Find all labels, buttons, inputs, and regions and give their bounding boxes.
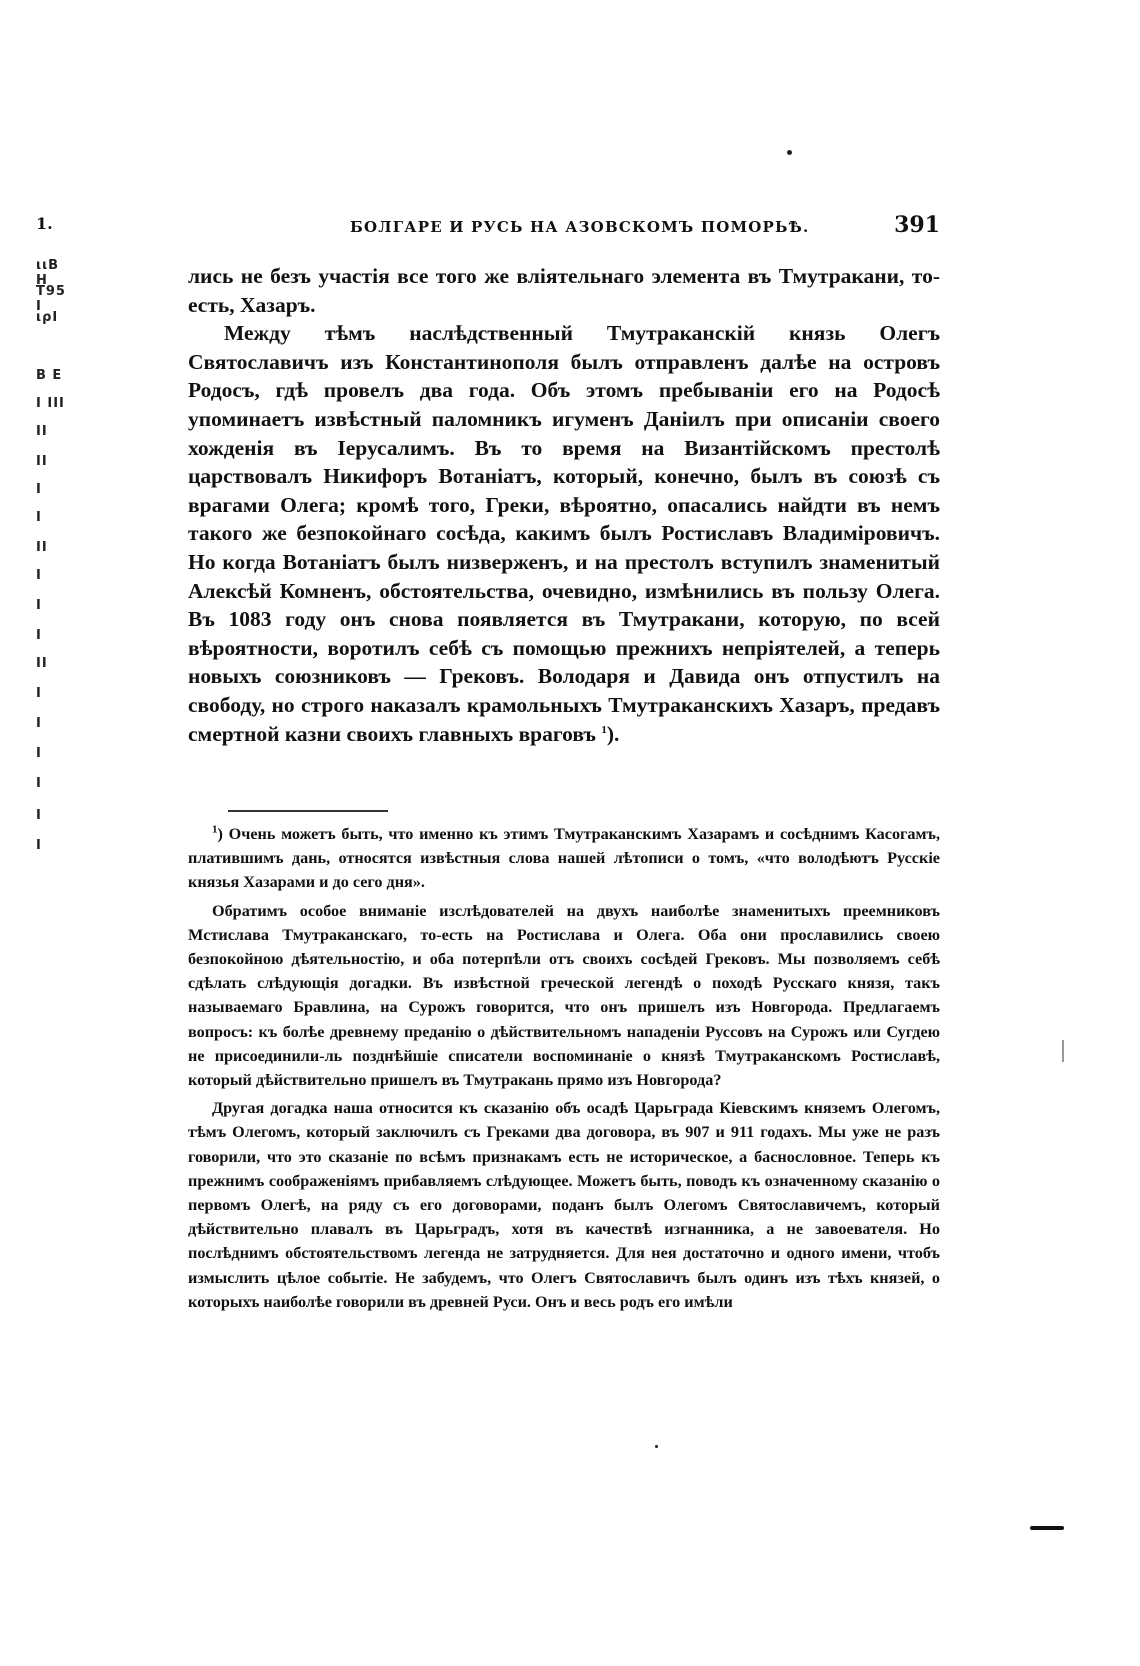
- footnote-separator: [228, 810, 388, 812]
- corner-mark: 1.: [36, 214, 53, 233]
- gutter-mark: Ι: [36, 838, 42, 853]
- footnote-text: ) Очень можетъ быть, что именно къ этимъ Тмутраканскимъ Хазарамъ и сосѣднимъ Касогамъ, платившимъ дань, относятся извѣстныя слова нашей лѣтописи о томъ, «что володѣютъ Русскіе князья Хазарами и до сего дня».: [188, 825, 940, 892]
- page-number: 391: [894, 212, 940, 238]
- footnote-marker: 1: [212, 823, 218, 836]
- gutter-mark: Β Ε: [36, 368, 63, 383]
- gutter-mark: ιιΒ Η: [36, 258, 60, 288]
- footnotes: [188, 822, 940, 1314]
- edge-dash: [1030, 1526, 1064, 1530]
- body-paragraph: лись не безъ участія все того же вліятельнаго элемента въ Тмутракани, то-есть, Хазаръ.: [188, 264, 940, 317]
- gutter-mark: Ι: [36, 808, 42, 823]
- running-title: БОЛГАРЕ И РУСЬ НА АЗОВСКОМЪ ПОМОРЬѢ.: [350, 218, 810, 236]
- speck-mark: [787, 150, 792, 155]
- gutter-mark: Ι: [36, 598, 42, 613]
- gutter-mark: Ι: [36, 716, 42, 731]
- gutter-mark: Ι: [36, 776, 42, 791]
- gutter-mark: Ι ΙΙΙ: [36, 396, 65, 411]
- gutter-mark: Ι: [36, 568, 42, 583]
- footnote-paragraph: [188, 822, 940, 895]
- gutter-mark: Ι: [36, 482, 42, 497]
- gutter-mark: ΙΙ: [36, 540, 48, 555]
- main-text: [188, 262, 940, 748]
- edge-mark: [1062, 1040, 1064, 1062]
- gutter-mark: ιρΙ: [36, 310, 59, 325]
- body-paragraph: [188, 319, 940, 748]
- body-paragraph-text: Между тѣмъ наслѣдственный Тмутраканскій князь Олегъ Святославичъ изъ Константинополя былъ отправленъ далѣе на островъ Родосъ, гдѣ провелъ два года. Объ этомъ пребываніи его на Родосѣ упоминаетъ извѣстный паломникъ игуменъ Даніилъ при описаніи своего хожденія въ Іерусалимъ. Въ то время на Византійскомъ престолѣ царствовалъ Никифоръ Вотаніатъ, который, конечно, былъ въ союзѣ съ врагами Олега; кромѣ того, Греки, вѣроятно, опасались найдти въ немъ такого же безпокойнаго сосѣда, какимъ былъ Ростиславъ Владиміровичъ. Но когда Вотаніатъ былъ низверженъ, и на престолъ вступилъ знаменитый Алексѣй Комненъ, обстоятельства, очевидно, измѣнились въ пользу Олега. Въ 1083 году онъ снова появляется въ Тмутракани, которую, по всей вѣроятности, воротилъ себѣ съ помощью прежнихъ непріятелей, а теперь новыхъ союзниковъ — Грековъ. Володаря и Давида онъ отпустилъ на свободу, но строго наказалъ крамольныхъ Тмутраканскихъ Хазаръ, предавъ смертной казни своихъ главныхъ враговъ: [188, 321, 940, 746]
- footnote-paragraph: Обратимъ особое вниманіе изслѣдователей на двухъ наиболѣе знаменитыхъ преемниковъ Мстислава Тмутраканскаго, то-есть на Ростислава и Олега. Оба они прославились своею безпокойною дѣятельностію, и оба потерпѣли отъ своихъ сосѣдей Грековъ. Мы позволяемъ себѣ сдѣлать слѣдующія догадки. Въ извѣстной греческой легендѣ о походѣ Русскаго князя, такъ называемаго Бравлина, на Сурожъ говорится, что онъ пришелъ изъ Новгорода. Предлагаемъ вопросъ: къ болѣе древнему преданію о дѣйствительномъ нападеніи Руссовъ на Сурожъ или Сугдею не присоединили-ль позднѣйшіе списатели воспоминаніе о князѣ Тмутраканскомъ Ростиславѣ, который дѣйствительно пришелъ въ Тмутракань прямо изъ Новгорода?: [188, 901, 940, 1090]
- gutter-mark: Ι: [36, 628, 42, 643]
- paragraph-closing: ).: [606, 721, 620, 746]
- gutter-mark: Τ95 Ι: [36, 284, 66, 314]
- speck-mark: [655, 1445, 658, 1448]
- running-header: [180, 212, 940, 242]
- gutter-mark: ΙΙ: [36, 454, 48, 469]
- gutter-mark: Ι: [36, 686, 42, 701]
- gutter-mark: ΙΙ: [36, 656, 48, 671]
- footnote-reference: 1: [601, 723, 607, 736]
- gutter-mark: Ι: [36, 746, 42, 761]
- gutter-mark: Ι: [36, 510, 42, 525]
- footnote-paragraph: Другая догадка наша относится къ сказанію объ осадѣ Царьграда Кіевскимъ княземъ Олегомъ, тѣмъ Олегомъ, который заключилъ съ Греками два договора, въ 907 и 911 годахъ. Мы уже не разъ говорили, что это сказаніе по всѣмъ признакамъ есть не историческое, а баснословное. Теперь къ прежнимъ соображеніямъ прибавляемъ слѣдующее. Можетъ быть, поводъ къ означенному сказанію о первомъ Олегѣ, на ряду съ его договорами, поданъ былъ Олегомъ Святославичемъ, который дѣйствительно плавалъ въ Царьградъ, хотя въ качествѣ изгнанника, а не завоевателя. Но послѣднимъ обстоятельствомъ легенда не затрудняется. Для нея достаточно и одного имени, чтобъ измыслить цѣлое событіе. Не забудемъ, что Олегъ Святославичъ былъ одинъ изъ тѣхъ князей, о которыхъ наиболѣе говорили въ древней Руси. Онъ и весь родъ его имѣли: [188, 1099, 940, 1311]
- gutter-mark: ΙΙ: [36, 424, 48, 439]
